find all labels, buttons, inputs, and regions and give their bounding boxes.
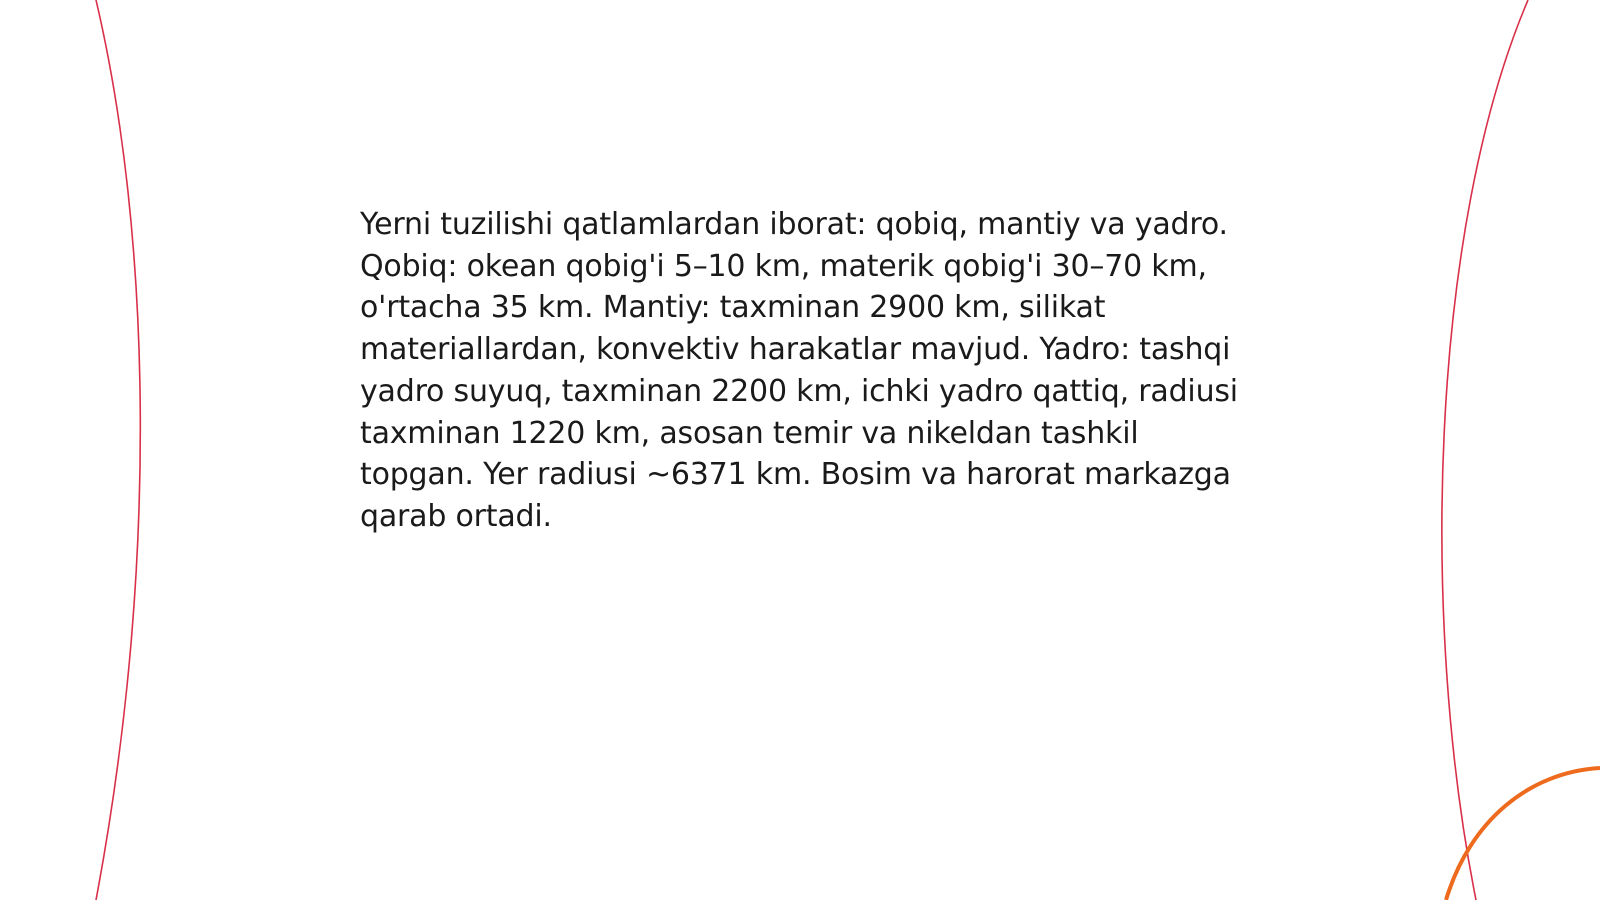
left-curve-line bbox=[96, 0, 140, 900]
right-curve-line bbox=[1442, 0, 1528, 900]
slide-body-text: Yerni tuzilishi qatlamlardan iborat: qobiq, mantiy va yadro. Qobiq: okean qobig'i 5–10 km, materik qobig'i 30–70 km, o'rtacha 35 km. Mantiy: taxminan 2900 km, silikat materiallardan, konvektiv harakatlar mavjud. Yadro: tashqi yadro suyuq, taxminan 2200 km, ichki yadro qattiq, radiusi taxminan 1220 km, asosan temir va nikeldan tashkil topgan. Yer radiusi ~6371 km. Bosim va harorat markazga qarab ortadi. bbox=[360, 207, 1238, 534]
accent-orange-arc bbox=[1446, 768, 1600, 900]
